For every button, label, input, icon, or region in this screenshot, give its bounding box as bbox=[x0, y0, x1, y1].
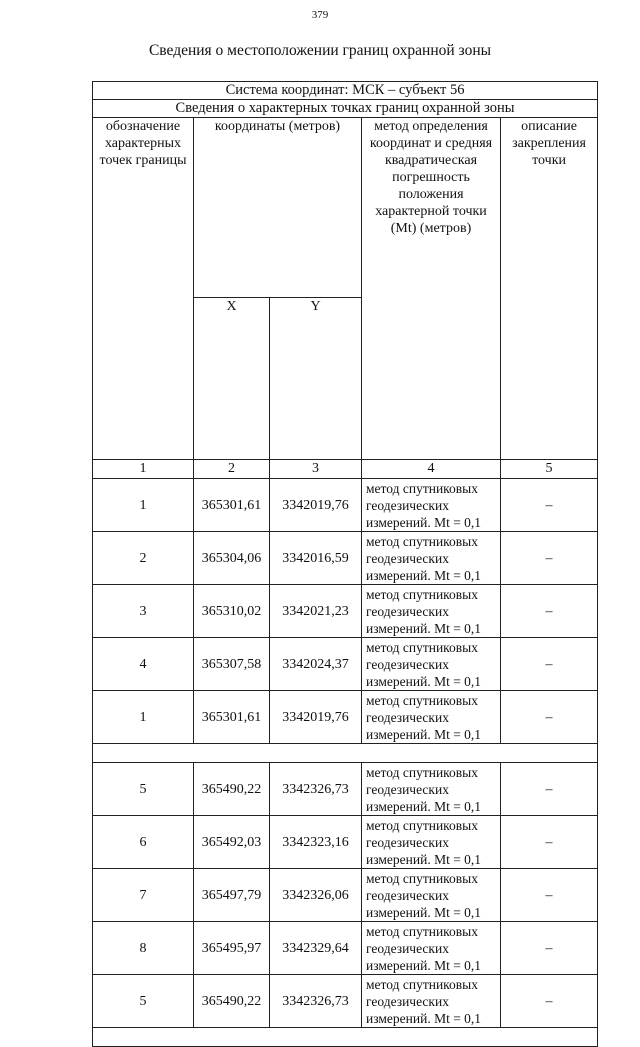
column-number: 3 bbox=[270, 460, 362, 479]
method-cell: метод спутниковых геодезических измерений. Mt = 0,1 bbox=[362, 869, 501, 922]
table-row bbox=[93, 763, 598, 816]
column-header-x: X bbox=[194, 298, 270, 460]
x-coordinate-cell: 365301,61 bbox=[194, 479, 270, 532]
column-header-description: описание закрепления точки bbox=[501, 118, 598, 460]
y-coordinate-cell: 3342326,73 bbox=[270, 975, 362, 1028]
y-coordinate-cell: 3342326,06 bbox=[270, 869, 362, 922]
document-title: Сведения о местоположении границ охранной зоны bbox=[148, 42, 492, 59]
contour-separator-row bbox=[93, 744, 598, 763]
coordinate-system-header: Система координат: МСК – субъект 56 bbox=[93, 82, 598, 100]
column-header-coordinates: координаты (метров) bbox=[194, 118, 362, 298]
method-cell: метод спутниковых геодезических измерений. Mt = 0,1 bbox=[362, 585, 501, 638]
point-designation-cell: 5 bbox=[93, 975, 194, 1028]
description-cell: – bbox=[501, 479, 598, 532]
description-cell: – bbox=[501, 763, 598, 816]
boundary-points-table bbox=[92, 81, 598, 1047]
point-designation-cell: 2 bbox=[93, 532, 194, 585]
table-row bbox=[93, 922, 598, 975]
y-coordinate-cell: 3342326,73 bbox=[270, 763, 362, 816]
point-designation-cell: 1 bbox=[93, 691, 194, 744]
description-cell: – bbox=[501, 975, 598, 1028]
method-cell: метод спутниковых геодезических измерений. Mt = 0,1 bbox=[362, 922, 501, 975]
point-designation-cell: 6 bbox=[93, 816, 194, 869]
description-cell: – bbox=[501, 638, 598, 691]
method-cell: метод спутниковых геодезических измерений. Mt = 0,1 bbox=[362, 763, 501, 816]
column-numbers-row bbox=[93, 460, 598, 479]
x-coordinate-cell: 365301,61 bbox=[194, 691, 270, 744]
table-row bbox=[93, 532, 598, 585]
table-row bbox=[93, 816, 598, 869]
y-coordinate-cell: 3342021,23 bbox=[270, 585, 362, 638]
table-row bbox=[93, 869, 598, 922]
end-cell bbox=[93, 1028, 598, 1047]
table-row bbox=[93, 585, 598, 638]
table-row bbox=[93, 479, 598, 532]
method-cell: метод спутниковых геодезических измерений. Mt = 0,1 bbox=[362, 975, 501, 1028]
point-designation-cell: 1 bbox=[93, 479, 194, 532]
column-header-y: Y bbox=[270, 298, 362, 460]
description-cell: – bbox=[501, 691, 598, 744]
table-end-row bbox=[93, 1028, 598, 1047]
column-number: 1 bbox=[93, 460, 194, 479]
point-designation-cell: 3 bbox=[93, 585, 194, 638]
method-cell: метод спутниковых геодезических измерений. Mt = 0,1 bbox=[362, 691, 501, 744]
x-coordinate-cell: 365497,79 bbox=[194, 869, 270, 922]
point-designation-cell: 5 bbox=[93, 763, 194, 816]
y-coordinate-cell: 3342019,76 bbox=[270, 691, 362, 744]
y-coordinate-cell: 3342323,16 bbox=[270, 816, 362, 869]
contour-1-rows bbox=[93, 479, 598, 744]
y-coordinate-cell: 3342019,76 bbox=[270, 479, 362, 532]
contour-2-rows bbox=[93, 763, 598, 1028]
description-cell: – bbox=[501, 869, 598, 922]
table-row bbox=[93, 638, 598, 691]
table-row bbox=[93, 691, 598, 744]
x-coordinate-cell: 365490,22 bbox=[194, 763, 270, 816]
column-header-method: метод определения координат и средняя квадратическая погрешность положения характерной точки (Mt) (метров) bbox=[362, 118, 501, 460]
column-number: 2 bbox=[194, 460, 270, 479]
separator-cell bbox=[93, 744, 598, 763]
x-coordinate-cell: 365492,03 bbox=[194, 816, 270, 869]
page-number: 379 bbox=[311, 9, 329, 21]
point-designation-cell: 4 bbox=[93, 638, 194, 691]
x-coordinate-cell: 365307,58 bbox=[194, 638, 270, 691]
section-header: Сведения о характерных точках границ охранной зоны bbox=[93, 100, 598, 118]
method-cell: метод спутниковых геодезических измерений. Mt = 0,1 bbox=[362, 816, 501, 869]
description-cell: – bbox=[501, 532, 598, 585]
method-cell: метод спутниковых геодезических измерений. Mt = 0,1 bbox=[362, 638, 501, 691]
column-number: 4 bbox=[362, 460, 501, 479]
point-designation-cell: 7 bbox=[93, 869, 194, 922]
column-header-designation: обозначение характерных точек границы bbox=[93, 118, 194, 460]
description-cell: – bbox=[501, 816, 598, 869]
y-coordinate-cell: 3342329,64 bbox=[270, 922, 362, 975]
x-coordinate-cell: 365310,02 bbox=[194, 585, 270, 638]
x-coordinate-cell: 365304,06 bbox=[194, 532, 270, 585]
method-cell: метод спутниковых геодезических измерений. Mt = 0,1 bbox=[362, 532, 501, 585]
column-number: 5 bbox=[501, 460, 598, 479]
y-coordinate-cell: 3342024,37 bbox=[270, 638, 362, 691]
x-coordinate-cell: 365495,97 bbox=[194, 922, 270, 975]
y-coordinate-cell: 3342016,59 bbox=[270, 532, 362, 585]
description-cell: – bbox=[501, 585, 598, 638]
table-row bbox=[93, 975, 598, 1028]
method-cell: метод спутниковых геодезических измерений. Mt = 0,1 bbox=[362, 479, 501, 532]
description-cell: – bbox=[501, 922, 598, 975]
point-designation-cell: 8 bbox=[93, 922, 194, 975]
x-coordinate-cell: 365490,22 bbox=[194, 975, 270, 1028]
